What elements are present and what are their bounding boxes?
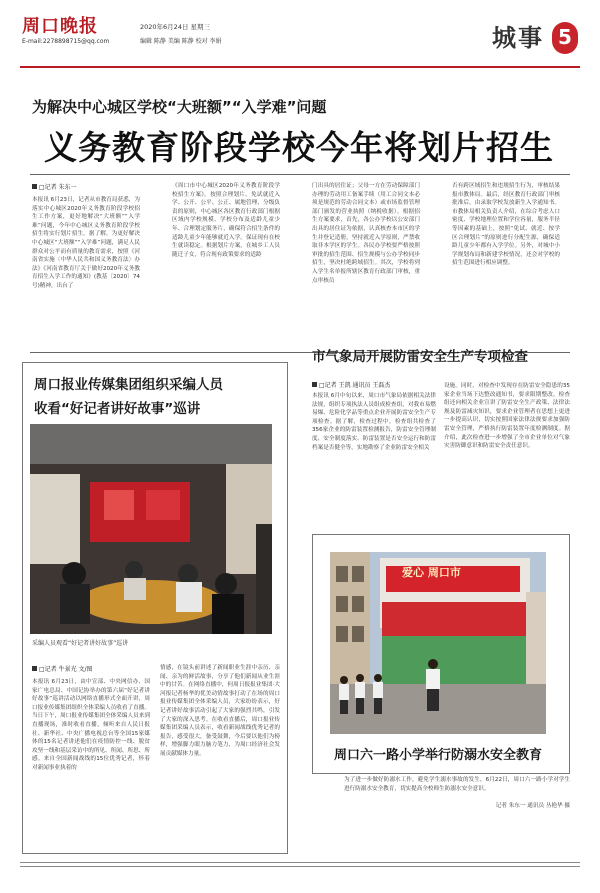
section-title: 城事: [492, 23, 544, 52]
media-headline-line1: 周口报业传媒集团组织采编人员: [34, 377, 223, 393]
lead-column-3: 门出具的居住证；父母一方在劳动保障部门办理的劳动用工备案手续（用工合同文本必须是规范的劳动合同文本）或市场监督管理部门颁发的营业执照（纳税收据）。根据招生方案要求，首先，各公办学校以公安部门出具的居住证为依据，认真核查本市区的学生并登记造册，坚持就近入学原则，严禁收取非本学区的学生。各民办学校要严格按照审批的招生范围、招生规模与公办学校同步招生，坚决杜绝跨域招生。其次，学校将列入学生名单报所辖区教育行政部门审核，重点审核员: [312, 183, 420, 284]
media-column-1: 本报讯 6月23日，由中宣部、中央网信办、国家广电总局、中国记协举办的第六届“好记者讲好故事”巡讲活动以网络直播形式全面开讲，周口报业传媒集团组织全体采编人员收看了直播。当日下午，周口报业传媒集团全体采编人员来到直播现场，准时收看直播，倾听来自人民日报社、新华社、中央广播电视总台等全国15家媒体的15名记者讲述他们在疫情防控一线、脱贫攻坚一线和基层采访中的所见、所闻、所思、所感。来自全国新闻战线的15位优秀记者，怀着对新闻事业执着的: [32, 679, 150, 771]
lead-column-4: 否有跨区域招生和违规招生行为，审核结果报市教体局。最后，经区教育行政部门审核批准后，由录取学校发放新生入学通知书。市教体局相关负责人介绍，在综合考虑人口密度、学校地理位置和学位容量，服务半径等因素的基础上，按照“免试、就近、按学区合理划片”的原则进行分配生源，确保适龄儿童少年都有入学学位。另外，对城中小学规划布局和新建学校情况，还会对学校的招生范围进行相应调整。: [452, 183, 560, 267]
media-photo-caption: 采编人员观看“好记者讲好故事”巡讲: [32, 640, 129, 647]
lead-divider: [30, 174, 570, 175]
school-photo-credit: 记者 朱东一 通讯员 丛艳华 摄: [495, 803, 570, 809]
contact-email: E-mail:2278898715@qq.com: [22, 38, 110, 45]
media-photo: [30, 424, 272, 634]
media-photo-image: [30, 424, 272, 634]
lead-subtitle: 为解决中心城区学校“大班额”“入学难”问题: [32, 98, 327, 116]
school-banner-text: 爱心 周口市: [402, 566, 461, 579]
media-byline: □记者 牛景光 文/图: [32, 664, 93, 673]
school-headline: 周口六一路小学举行防溺水安全教育: [334, 748, 543, 763]
safety-headline: 市气象局开展防雷安全生产专项检查: [312, 349, 528, 365]
masthead-rule: [20, 66, 580, 68]
safety-column-2: 设施。同时，对检查中发现存在防雷安全隐患的35家企业当场下达整改通知书，要求限期整改。检查组还向相关企业宣讲了防雷安全生产政策、法律法规及防雷减灾知识，要求企业管理者在思想上更进一步提高认识，切实按照国家法律法规要求加强防雷安全管理，严格执行防雷装置年度检测制度。据介绍，此次检查进一步增强了全市企业单位对气象灾害防御意识和防雷安全责任意识。: [444, 383, 570, 450]
lead-column-1: 本报讯 6月23日，记者从市教育局获悉，为落实中心城区2020年义务教育阶段学校招生工作方案，更好地解决“大班额”“入学难”问题，今年中心城区义务教育阶段学校招生将实行划片招生。据了解，为更好解决中心城区“大班额”“入学难”问题，满足人民群众对公平而有质量的教育需求，按照《河南省实施〈中华人民共和国义务教育法〉办法》《河南省教育厅关于做好2020年义务教育招生入学工作的通知》(教基〔2020〕74号)精神，出台了: [32, 197, 140, 289]
safety-byline: □记者 王凯 通讯员 王磊杰: [312, 380, 390, 389]
school-body: 为了进一步做好防溺水工作，避免学生溺水事故的发生，6月22日，周口六一路小学对学生进行防溺水安全教育，切实提高全校师生防溺水安全意识。: [344, 777, 570, 792]
editor-credits: 编辑 陈静 美编 陈静 校对 李娟: [140, 38, 222, 45]
school-photo: [330, 552, 546, 734]
lead-headline: 义务教育阶段学校今年将划片招生: [44, 128, 554, 167]
footer-rule-top: [20, 862, 580, 863]
lead-column-2: 《周口市中心城区2020年义务教育阶段学校招生方案》。按照合理划片、免试就近入学、公开、公平、公正、属地管理、分级负责的原则，中心城区各区教育行政部门根据区域内学校规模、学校分布及适龄儿童少年、合理划定服务片，确保符合招生条件的适龄儿童少年能够就近入学。保证现有在校生就读稳定。根据划片方案，在城乡工人员随迁子女，符合现有政策要求的适龄: [172, 183, 280, 258]
newspaper-logo: 周口晚报: [22, 16, 98, 37]
issue-date: 2020年6月24日 星期三: [140, 23, 211, 31]
page-number-badge: 5: [552, 22, 578, 54]
lead-byline: □记者 朱东一: [32, 182, 77, 191]
media-column-2: 情感，在镜头前讲述了新闻职业生涯中亲历、亲闻、亲为的鲜活故事，分享了他们新闻从业生涯中的甘苦。在网络直播中，何周日报报业集团·大河报记者杨华的优美动情故事打动了在场的周口报业传媒集团全体采编人员，大家纷纷表示，好记者讲好故事活动引起了大家的强烈共鸣，引发了大家的深入思考。在收看直播后，周口报业传媒集团采编人员表示，收看新闻战线优秀记者的报告，感受很大，备受鼓舞，今后要以他们为榜样，增强脚力眼力脑力笔力，为周口经济社会发展贡献媒体力量。: [160, 665, 280, 757]
safety-column-1: 本报讯 6月中旬以来，周口市气象局依据相关法律法规，组织专项执法人员组成检查组，对我市易燃易爆、危险化学品等重点企业开展防雷安全生产专项检查。据了解，检查过程中，检查组共检查了356家企业的防雷装置检测报告，防雷安全管理制度、安全制度落实、防雷装置是否安全运行和防雷档案是否健全等，实地勘察了企业防雷安全相关: [312, 393, 436, 451]
footer-rule-bottom: [20, 866, 580, 867]
media-headline-line2: 收看“好记者讲好故事”巡讲: [34, 401, 201, 417]
